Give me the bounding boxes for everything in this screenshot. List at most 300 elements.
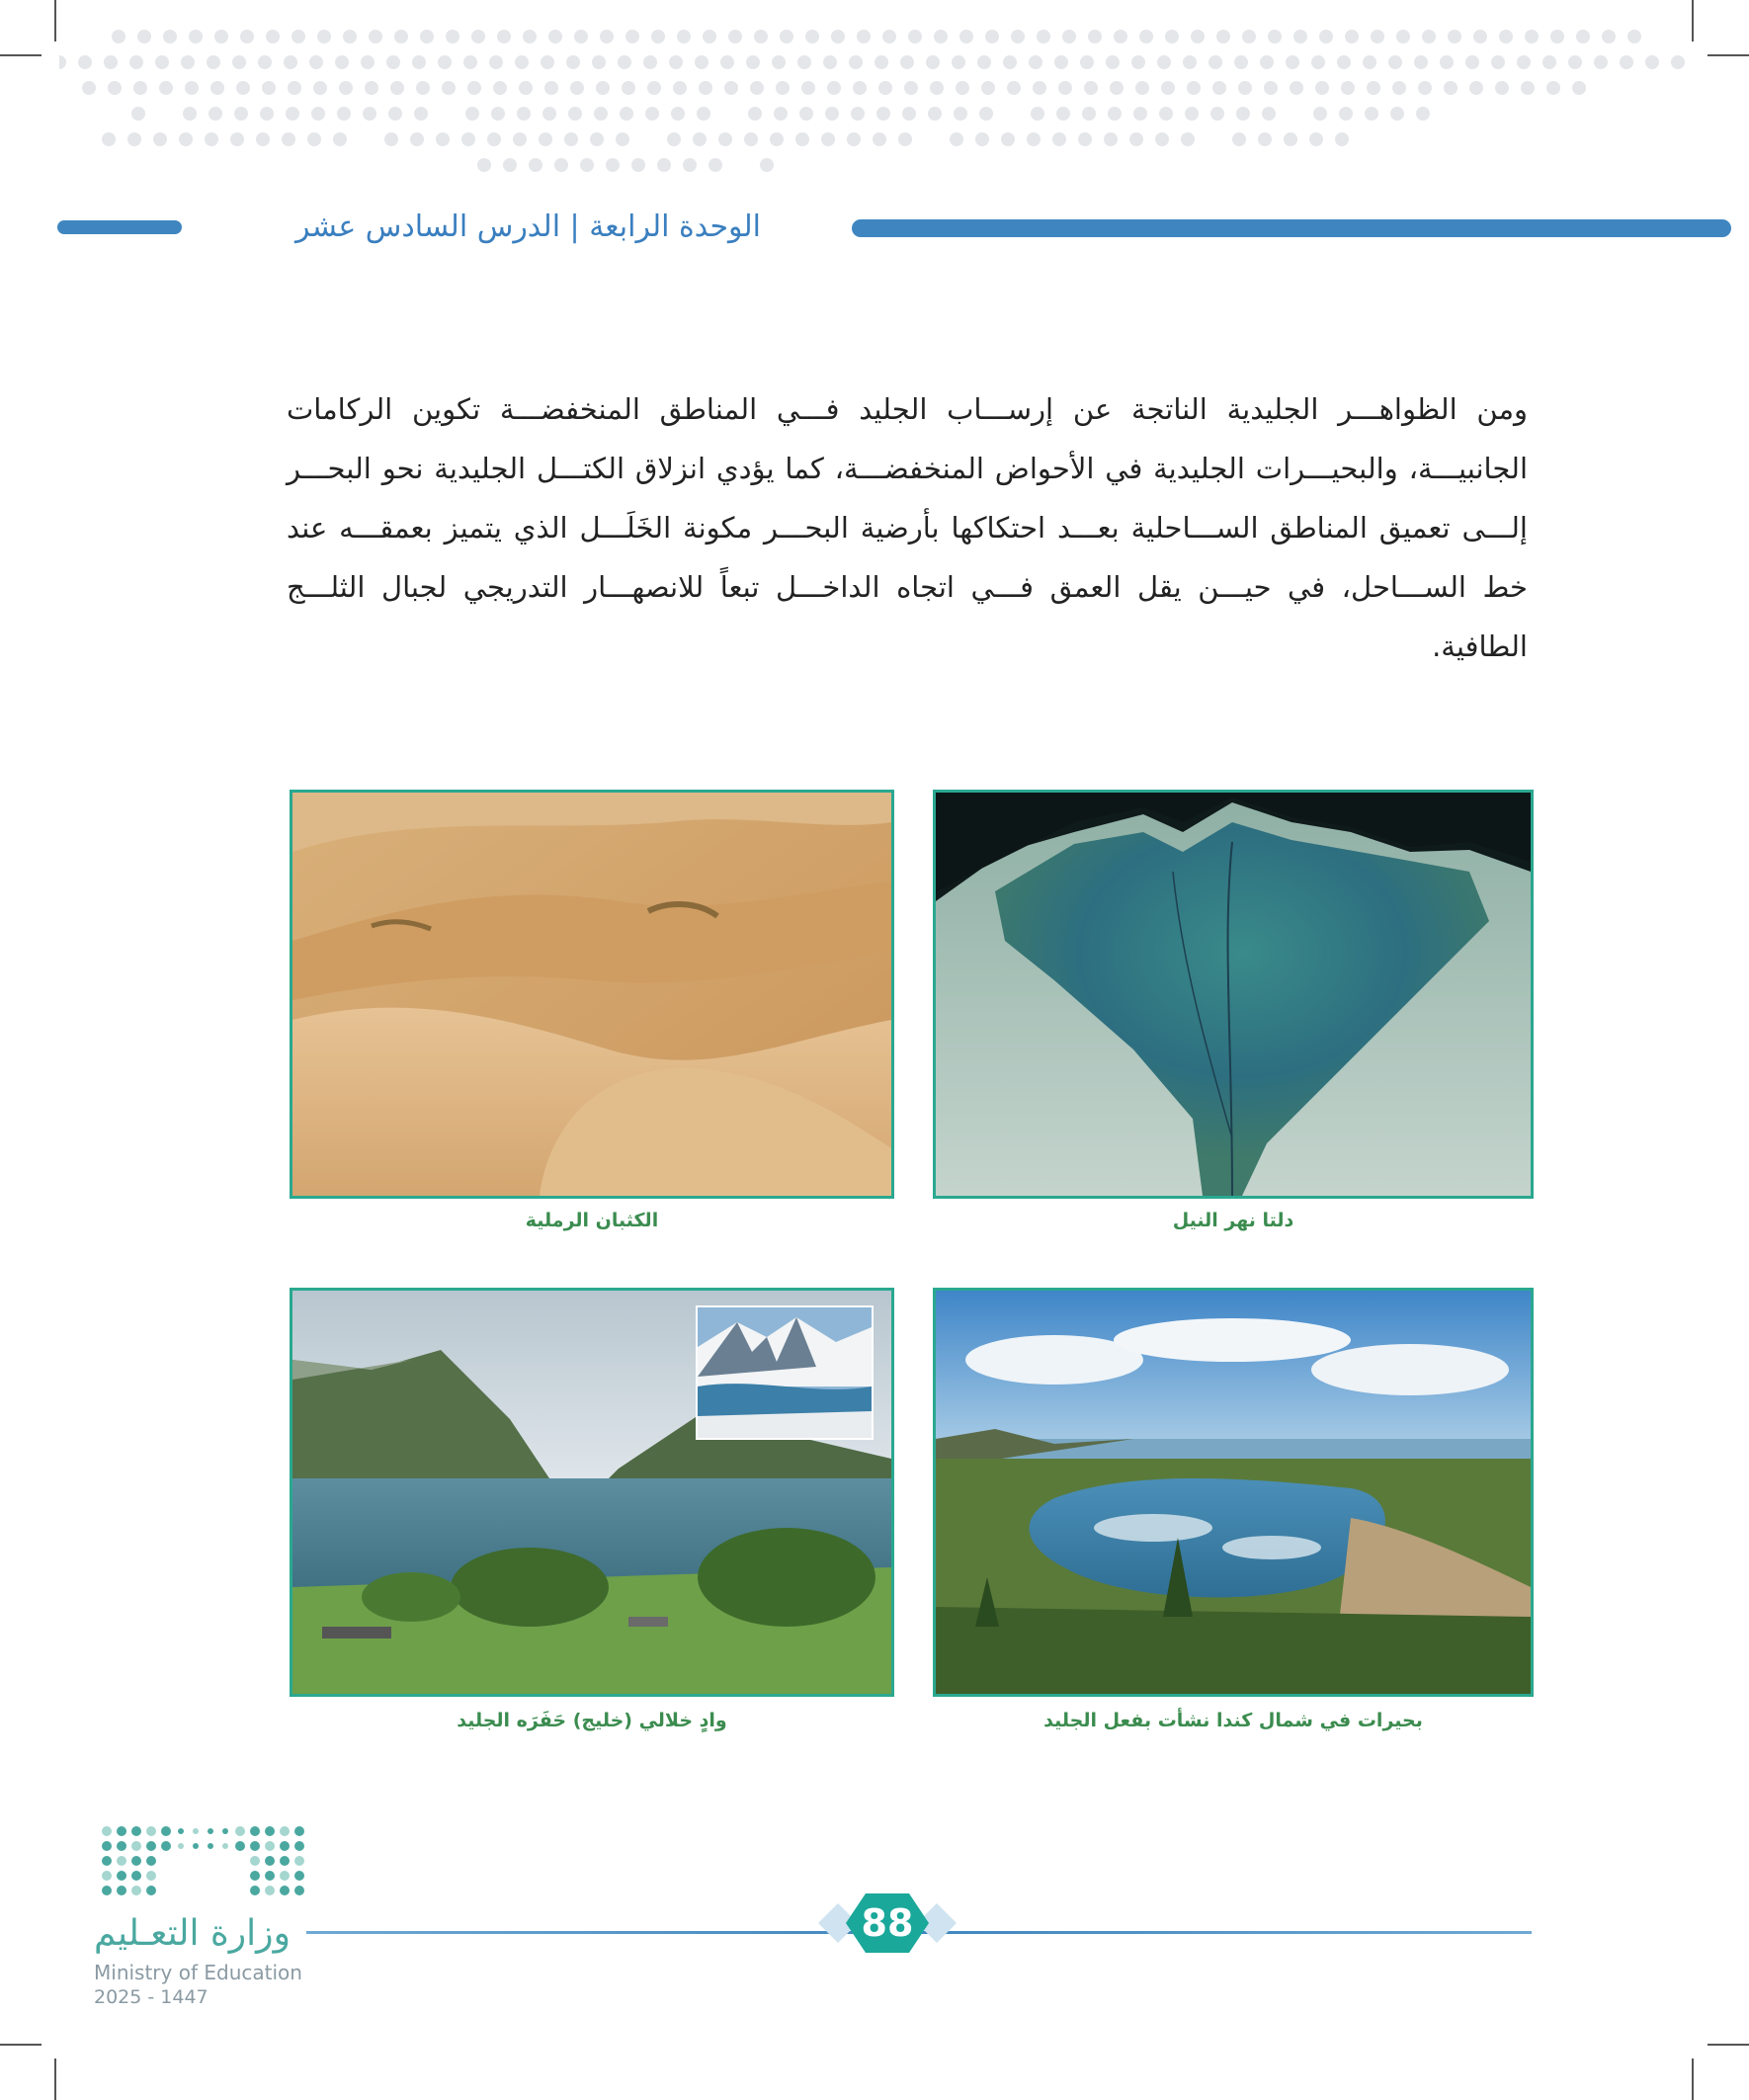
logo-dot	[294, 1841, 304, 1851]
header-dot	[519, 81, 533, 95]
header-dot	[728, 30, 742, 43]
header-dot	[1335, 132, 1349, 146]
header-dot	[335, 55, 349, 69]
fjord-caption: وادٍ خلالي (خليج) حَفَرَه الجليد	[457, 1710, 727, 1731]
header-dot	[471, 30, 485, 43]
header-dot	[770, 132, 784, 146]
header-dot	[78, 55, 92, 69]
header-dot	[394, 30, 408, 43]
header-dot	[1365, 107, 1378, 121]
header-dot	[1550, 30, 1564, 43]
header-dot	[337, 107, 351, 121]
header-dot	[1088, 30, 1102, 43]
header-dot	[1052, 132, 1066, 146]
header-dot	[234, 107, 248, 121]
header-dot	[981, 81, 995, 95]
header-dot	[1007, 81, 1021, 95]
header-dot	[1499, 30, 1513, 43]
logo-dot	[178, 1828, 184, 1834]
header-dot	[410, 132, 424, 146]
header-dot	[317, 30, 331, 43]
logo-dot	[131, 1841, 141, 1851]
header-dot	[1011, 30, 1025, 43]
header-dot	[493, 81, 507, 95]
header-dot	[1082, 107, 1096, 121]
logo-dot	[294, 1886, 304, 1895]
header-dot	[131, 107, 145, 121]
logo-dot	[294, 1826, 304, 1836]
header-dot	[774, 107, 788, 121]
header-dot	[523, 30, 537, 43]
header-dot	[930, 81, 944, 95]
header-dot	[542, 107, 556, 121]
header-dot	[1422, 30, 1436, 43]
header-dot	[1517, 55, 1531, 69]
header-dot	[1110, 81, 1124, 95]
header-dot	[183, 107, 197, 121]
logo-dot	[250, 1826, 260, 1836]
logo-dot	[265, 1841, 275, 1851]
header-dot	[1414, 55, 1428, 69]
header-dot	[1003, 55, 1017, 69]
header-dot	[904, 81, 918, 95]
logo-dot	[294, 1856, 304, 1866]
header-dot	[873, 132, 886, 146]
header-dot	[339, 81, 353, 95]
header-dot	[446, 30, 459, 43]
header-dot	[1108, 107, 1122, 121]
header-dot	[1572, 81, 1586, 95]
header-dot	[1268, 30, 1282, 43]
header-dot	[677, 30, 691, 43]
logo-dot	[161, 1841, 171, 1851]
logo-dot	[146, 1856, 156, 1866]
header-dot	[1290, 81, 1303, 95]
logo-dot	[131, 1886, 141, 1895]
header-dot	[1165, 30, 1179, 43]
logo-dot	[102, 1841, 112, 1851]
header-dot	[390, 81, 404, 95]
logo-dot	[102, 1856, 112, 1866]
header-dot	[1056, 107, 1070, 121]
header-dot	[137, 30, 151, 43]
logo-dot	[280, 1826, 290, 1836]
header-dot	[1469, 81, 1483, 95]
header-dot	[487, 132, 501, 146]
header-dot	[699, 81, 712, 95]
header-dot	[831, 30, 845, 43]
header-dot	[1448, 30, 1461, 43]
header-dot	[163, 30, 177, 43]
header-dot	[657, 158, 671, 172]
header-dot	[616, 132, 629, 146]
header-dot	[673, 81, 687, 95]
header-dot	[876, 107, 890, 121]
header-dot	[1546, 81, 1560, 95]
header-dot	[1594, 55, 1608, 69]
header-dot	[1367, 81, 1380, 95]
header-dot	[708, 158, 722, 172]
header-dot	[384, 132, 398, 146]
header-dot	[127, 132, 141, 146]
logo-dot	[193, 1843, 199, 1849]
logo-dot	[208, 1843, 213, 1849]
header-dot	[959, 30, 973, 43]
header-dot	[361, 55, 375, 69]
header-dot	[414, 107, 428, 121]
logo-dot	[146, 1886, 156, 1895]
header-dot	[606, 158, 620, 172]
header-dot	[463, 55, 477, 69]
logo-dot	[117, 1886, 126, 1895]
header-dot	[1080, 55, 1094, 69]
logo-dot	[117, 1856, 126, 1866]
header-dot	[667, 132, 681, 146]
logo-dot	[208, 1828, 213, 1834]
header-dot	[754, 30, 768, 43]
header-dot	[477, 158, 491, 172]
header-dot	[985, 30, 999, 43]
header-dot	[594, 107, 608, 121]
header-dot	[1062, 30, 1076, 43]
header-dot	[928, 107, 942, 121]
header-dot	[230, 132, 244, 146]
crop-mark	[1692, 2058, 1694, 2100]
header-dot	[1159, 107, 1173, 121]
header-dot	[1129, 132, 1143, 146]
header-dot	[541, 55, 554, 69]
header-dot	[622, 81, 635, 95]
header-dot	[1568, 55, 1582, 69]
header-dot	[59, 55, 66, 69]
header-dot	[208, 107, 222, 121]
header-dot	[564, 132, 578, 146]
header-dot	[1311, 55, 1325, 69]
header-dot	[1315, 81, 1329, 95]
header-dot	[1645, 55, 1659, 69]
header-dot	[647, 81, 661, 95]
logo-dot	[146, 1826, 156, 1836]
header-dot	[954, 107, 967, 121]
header-dot	[718, 132, 732, 146]
header-dot	[882, 30, 896, 43]
header-dot	[570, 81, 584, 95]
header-dot	[1114, 30, 1127, 43]
ministry-logo-dots	[99, 1823, 311, 1902]
ministry-name-en: Ministry of Education	[94, 1961, 302, 1984]
crop-mark	[0, 2044, 42, 2046]
crop-mark	[1707, 54, 1749, 56]
header-dot	[596, 81, 610, 95]
header-dot	[256, 132, 270, 146]
header-dot	[1258, 132, 1272, 146]
header-dot	[1001, 132, 1015, 146]
header-dot	[102, 132, 116, 146]
header-dot	[155, 55, 169, 69]
header-dot	[307, 132, 321, 146]
header-dot	[1104, 132, 1118, 146]
header-dot	[232, 55, 246, 69]
header-dot	[1339, 107, 1353, 121]
logo-dot	[102, 1886, 112, 1895]
crop-mark	[0, 54, 42, 56]
header-dot	[1309, 132, 1323, 146]
header-dot	[801, 81, 815, 95]
header-dot	[1627, 30, 1641, 43]
logo-dot	[235, 1826, 245, 1836]
header-dot	[1284, 132, 1297, 146]
header-dot	[956, 81, 969, 95]
header-dot	[669, 55, 683, 69]
header-dot	[465, 107, 479, 121]
logo-dot	[117, 1826, 126, 1836]
header-dot	[750, 81, 764, 95]
header-dot	[748, 107, 762, 121]
logo-dot	[280, 1856, 290, 1866]
header-dot	[1363, 55, 1376, 69]
canada-lake-caption: بحيرات في شمال كندا نشأت بفعل الجليد	[1043, 1710, 1423, 1731]
header-dot	[436, 132, 450, 146]
header-dot	[153, 132, 167, 146]
header-dot	[590, 132, 604, 146]
crop-mark	[54, 2058, 56, 2100]
header-dot	[671, 107, 685, 121]
header-dot	[1161, 81, 1175, 95]
header-dot	[1135, 81, 1149, 95]
header-dot	[112, 30, 125, 43]
logo-dot	[131, 1826, 141, 1836]
header-dot	[548, 30, 562, 43]
header-dot	[631, 158, 645, 172]
header-dot	[1416, 107, 1430, 121]
header-dot	[1521, 81, 1535, 95]
header-dot	[1212, 81, 1226, 95]
header-dot	[82, 81, 96, 95]
header-dot	[1286, 55, 1299, 69]
header-dot	[416, 81, 430, 95]
header-dot	[900, 55, 914, 69]
header-dot	[1236, 107, 1250, 121]
page-number: 88	[861, 1901, 914, 1945]
header-dot	[950, 132, 963, 146]
header-dot	[1542, 55, 1556, 69]
header-dot	[857, 30, 871, 43]
header-dot	[695, 55, 708, 69]
header-dot	[827, 81, 841, 95]
sand-dunes-caption: الكثبان الرملية	[525, 1210, 659, 1231]
header-dot	[1084, 81, 1098, 95]
header-dot	[566, 55, 580, 69]
header-dot	[1191, 30, 1205, 43]
header-dot	[975, 132, 989, 146]
header-dot	[1133, 107, 1147, 121]
header-dot	[266, 30, 280, 43]
header-dot	[799, 107, 813, 121]
header-dot	[292, 30, 305, 43]
header-dot	[1313, 107, 1327, 121]
nile-delta-photo	[933, 790, 1534, 1199]
header-dot	[181, 55, 195, 69]
header-dot	[643, 55, 657, 69]
header-dot	[129, 55, 143, 69]
header-dot	[600, 30, 614, 43]
header-dot	[1208, 55, 1222, 69]
header-dot	[258, 55, 272, 69]
header-dot	[1602, 30, 1616, 43]
logo-dot	[102, 1871, 112, 1881]
header-dot	[934, 30, 948, 43]
header-bar-right	[852, 219, 1731, 237]
header-dot	[724, 81, 738, 95]
header-dot	[1371, 30, 1384, 43]
header-dot	[878, 81, 892, 95]
logo-dot	[250, 1871, 260, 1881]
header-dot	[497, 30, 511, 43]
logo-dot	[102, 1826, 112, 1836]
nile-delta-caption: دلتا نهر النيل	[1172, 1210, 1294, 1231]
header-dot	[693, 132, 707, 146]
header-dot	[309, 55, 323, 69]
logo-dot	[131, 1856, 141, 1866]
header-dot	[1037, 30, 1050, 43]
header-dot	[746, 55, 760, 69]
header-dot	[260, 107, 274, 121]
logo-dot	[294, 1871, 304, 1881]
logo-dot	[222, 1828, 228, 1834]
header-dot	[1054, 55, 1068, 69]
logo-dot	[146, 1841, 156, 1851]
header-dot	[189, 30, 203, 43]
header-dot	[1157, 55, 1171, 69]
header-dot	[1029, 55, 1042, 69]
header-dot	[849, 55, 863, 69]
logo-dot	[250, 1886, 260, 1895]
header-dot	[592, 55, 606, 69]
header-dot	[620, 107, 633, 121]
header-dot	[240, 30, 254, 43]
logo-dot	[193, 1828, 199, 1834]
header-dot	[580, 158, 594, 172]
header-dot	[1216, 30, 1230, 43]
header-dot	[703, 30, 716, 43]
header-dot	[489, 55, 503, 69]
header-dot	[926, 55, 940, 69]
logo-dot	[117, 1841, 126, 1851]
logo-dot	[250, 1856, 260, 1866]
header-dot	[1242, 30, 1256, 43]
page-number-badge	[808, 1874, 966, 1973]
header-dot	[491, 107, 505, 121]
header-dot	[853, 81, 867, 95]
header-dot	[645, 107, 659, 121]
header-dot	[1262, 107, 1276, 121]
header-dot	[1187, 81, 1201, 95]
header-dot	[979, 107, 993, 121]
header-dot	[467, 81, 481, 95]
logo-dot	[250, 1841, 260, 1851]
header-dot	[515, 55, 529, 69]
header-dot	[1671, 55, 1685, 69]
header-dot	[574, 30, 588, 43]
header-dot	[1185, 107, 1199, 121]
header-dot	[108, 81, 122, 95]
header-dot	[343, 30, 357, 43]
header-dot	[1576, 30, 1590, 43]
header-dot	[1465, 55, 1479, 69]
logo-dot	[265, 1871, 275, 1881]
header-dot	[1031, 107, 1044, 121]
header-dot	[797, 55, 811, 69]
unit-title: الوحدة الرابعة | الدرس السادس عشر	[295, 210, 761, 244]
header-dot	[805, 30, 819, 43]
header-dot	[823, 55, 837, 69]
crop-mark	[54, 0, 56, 42]
header-dot	[1234, 55, 1248, 69]
header-dot	[1491, 55, 1505, 69]
header-dot	[133, 81, 147, 95]
header-dot	[1238, 81, 1252, 95]
header-dot	[874, 55, 888, 69]
header-dot	[207, 55, 220, 69]
header-dot	[1495, 81, 1509, 95]
header-dot	[513, 132, 527, 146]
header-dot	[1525, 30, 1539, 43]
header-dot	[1106, 55, 1120, 69]
header-dot	[288, 81, 301, 95]
header-dot	[1058, 81, 1072, 95]
header-dot	[825, 107, 839, 121]
header-dot	[388, 107, 402, 121]
canada-lake-photo	[933, 1288, 1534, 1697]
header-dot	[1131, 55, 1145, 69]
header-dot	[420, 30, 434, 43]
header-dot	[438, 55, 452, 69]
header-dot	[185, 81, 199, 95]
header-dot	[1183, 55, 1197, 69]
header-dot	[544, 81, 558, 95]
header-dot	[159, 81, 173, 95]
logo-dot	[117, 1871, 126, 1881]
header-dot	[412, 55, 426, 69]
header-dot	[539, 132, 552, 146]
logo-dot	[131, 1871, 141, 1881]
header-dot	[697, 107, 710, 121]
header-dot	[1440, 55, 1454, 69]
header-dot	[313, 81, 327, 95]
header-dot	[1345, 30, 1359, 43]
header-dot	[1392, 81, 1406, 95]
header-dot	[442, 81, 456, 95]
fjord-photo	[290, 1288, 894, 1697]
header-dot	[1139, 30, 1153, 43]
logo-dot	[222, 1843, 228, 1849]
header-dot	[977, 55, 991, 69]
header-dot	[205, 132, 218, 146]
header-dot	[1027, 132, 1041, 146]
header-dot	[1210, 107, 1224, 121]
header-dot	[1232, 132, 1246, 146]
header-dot	[851, 107, 865, 121]
header-dot	[369, 30, 382, 43]
header-dot	[236, 81, 250, 95]
header-dot	[744, 132, 758, 146]
ministry-name-ar: وزارة التعـليم	[94, 1913, 291, 1954]
logo-dot	[280, 1841, 290, 1851]
header-dot	[503, 158, 517, 172]
header-dot	[1033, 81, 1046, 95]
logo-dot	[265, 1826, 275, 1836]
header-dot	[908, 30, 922, 43]
